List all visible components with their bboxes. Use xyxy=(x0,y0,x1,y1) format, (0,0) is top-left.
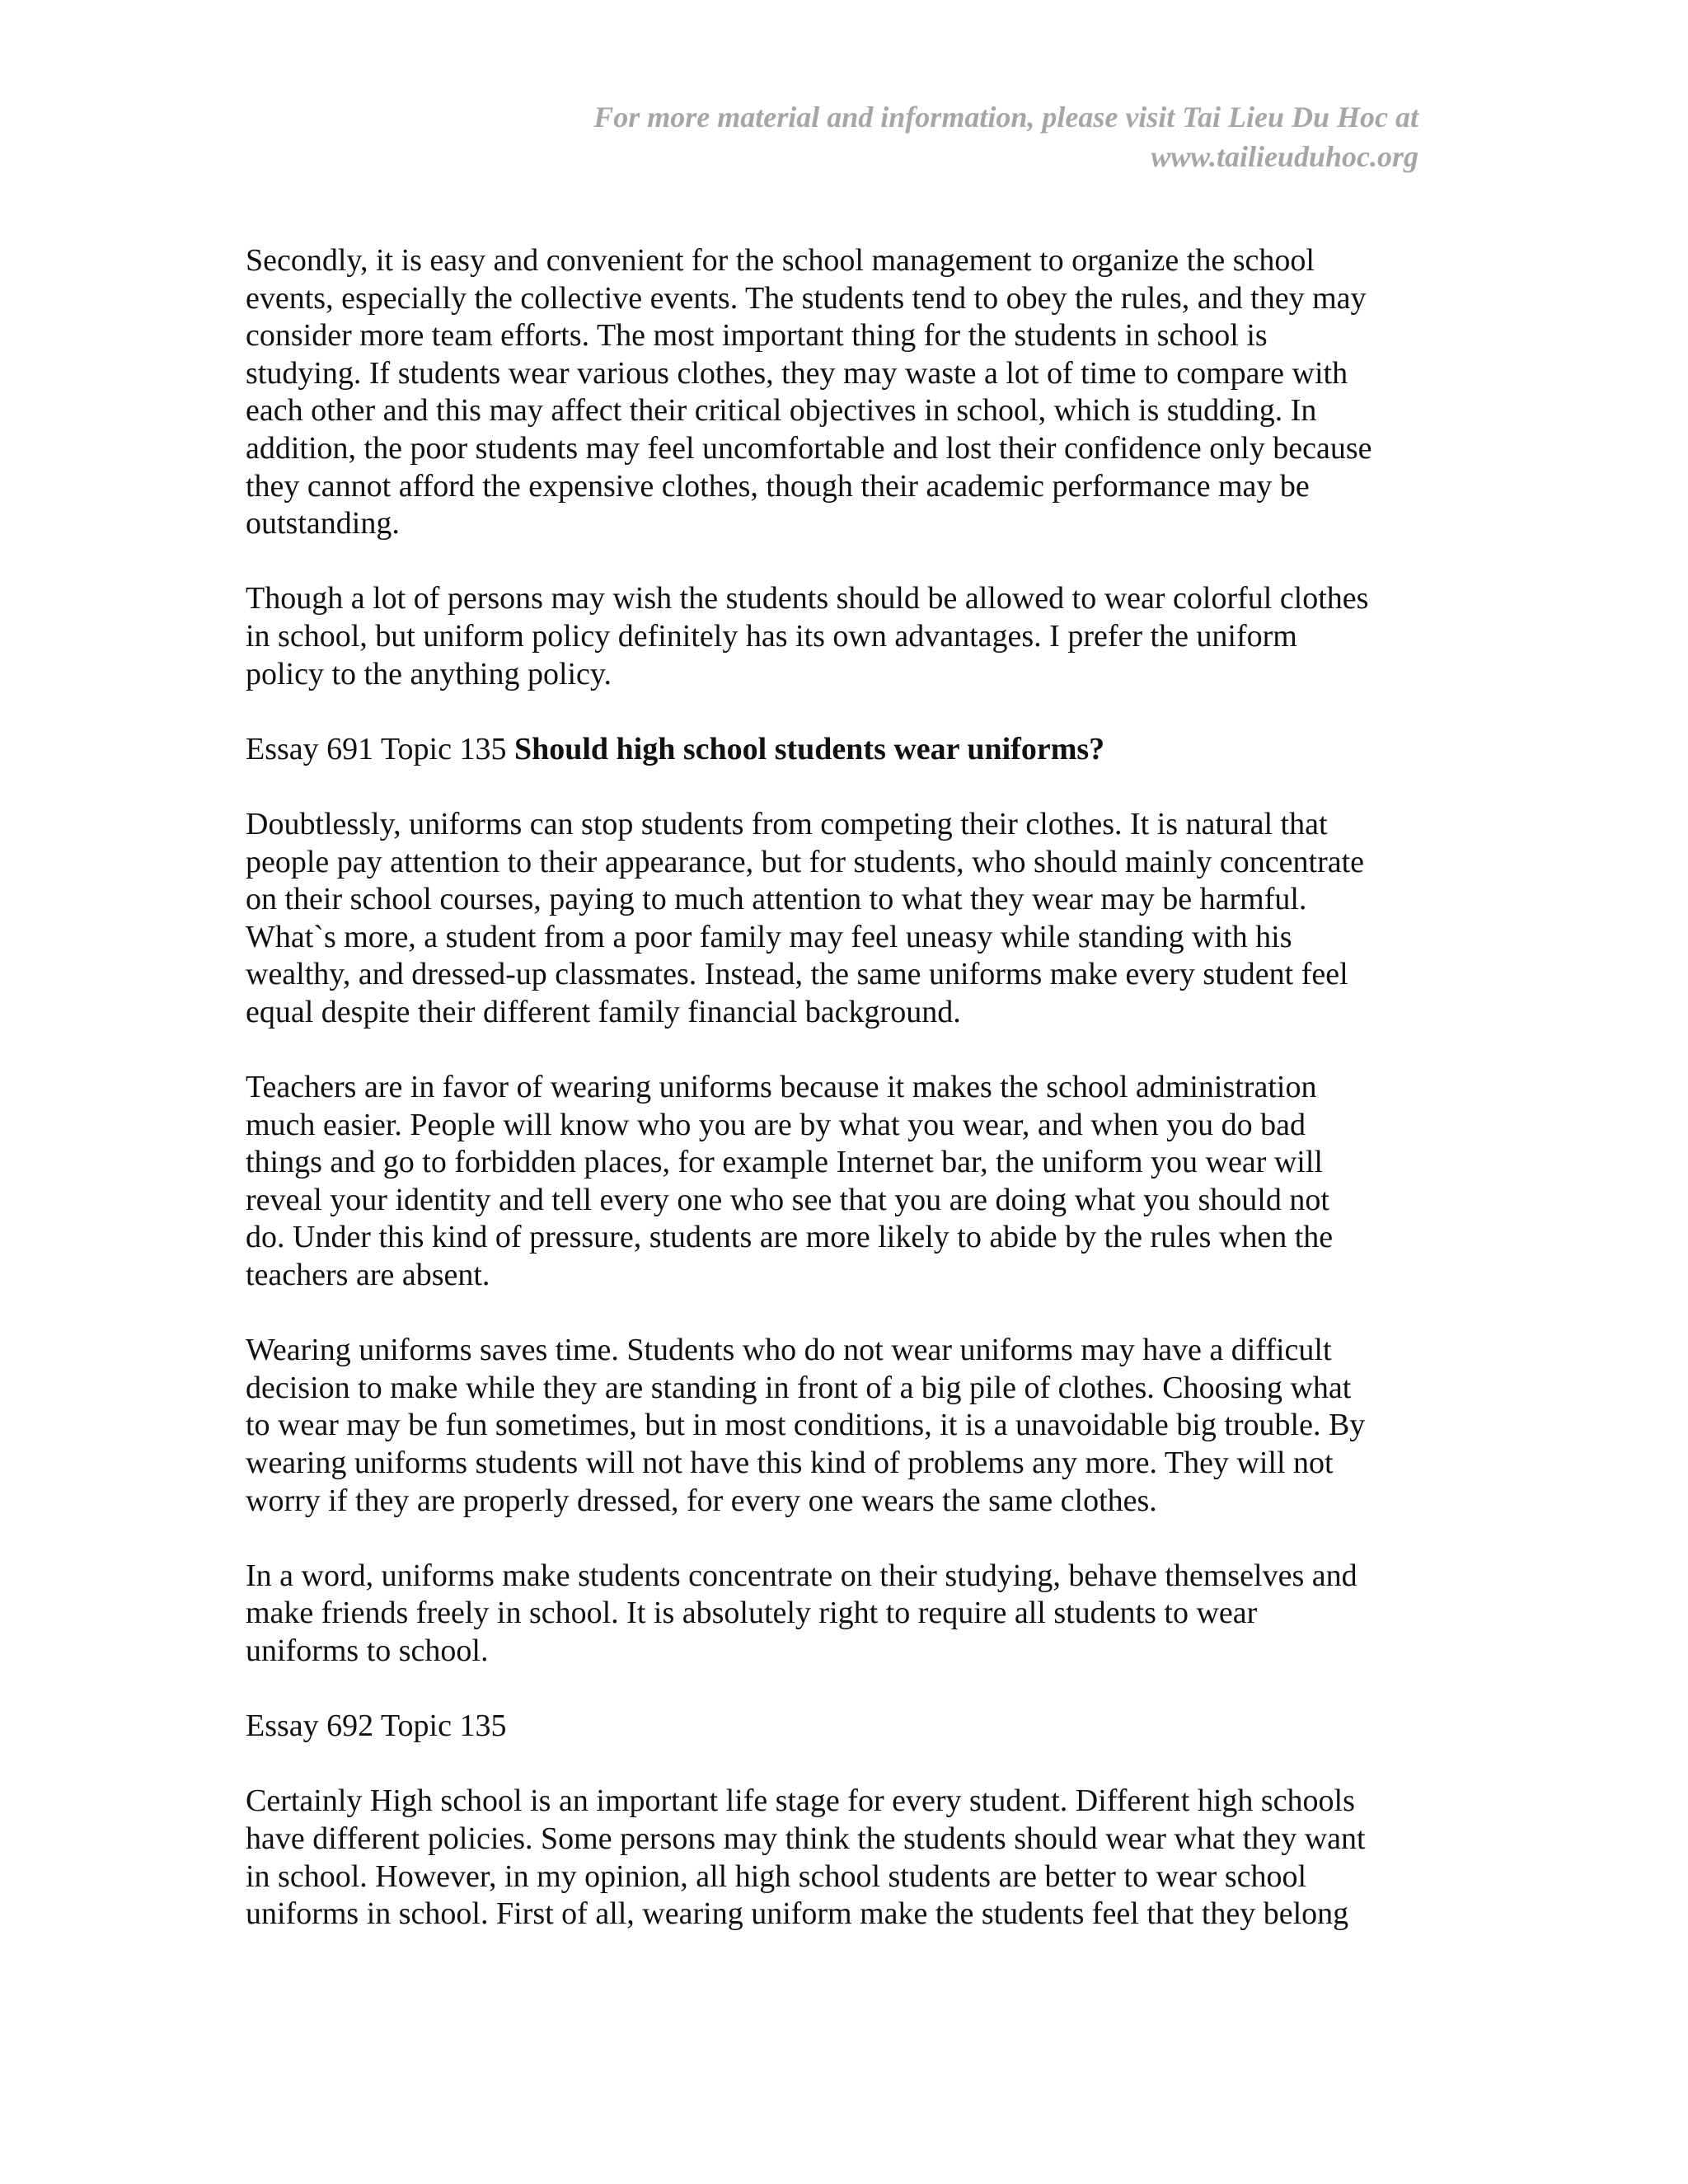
text-line: uniforms in school. First of all, wearing uniform make the students feel that they belong xyxy=(246,1896,1349,1932)
paragraph xyxy=(246,1332,1424,1520)
essay-label: Essay 692 Topic 135 xyxy=(246,1708,507,1744)
text-line: they cannot afford the expensive clothes, though their academic performance may be xyxy=(246,468,1310,504)
text-line: addition, the poor students may feel uncomfortable and lost their confidence only because xyxy=(246,430,1372,466)
paragraph xyxy=(246,1069,1424,1295)
page-header xyxy=(347,97,1418,176)
paragraph xyxy=(246,242,1424,543)
essay-title: Should high school students wear uniforms? xyxy=(513,731,1105,766)
text-line: do. Under this kind of pressure, students are more likely to abide by the rules when the xyxy=(246,1220,1334,1255)
header-line-1: For more material and information, please visit Tai Lieu Du Hoc at xyxy=(593,101,1418,134)
text-line: worry if they are properly dressed, for every one wears the same clothes. xyxy=(246,1483,1157,1518)
header-url: www.tailieuduhoc.org xyxy=(1151,140,1418,173)
text-line: each other and this may affect their critical objectives in school, which is studding. In xyxy=(246,393,1317,429)
paragraph xyxy=(246,806,1424,1032)
text-line: equal despite their different family financial background. xyxy=(246,994,961,1029)
text-line: Doubtlessly, uniforms can stop students from competing their clothes. It is natural that xyxy=(246,806,1328,841)
text-line: In a word, uniforms make students concentrate on their studying, behave themselves and xyxy=(246,1558,1357,1593)
text-line: Certainly High school is an important life stage for every student. Different high schools xyxy=(246,1783,1355,1819)
text-line: things and go to forbidden places, for example Internet bar, the uniform you wear will xyxy=(246,1145,1323,1180)
text-line: have different policies. Some persons may think the students should wear what they want xyxy=(246,1821,1366,1856)
text-line: teachers are absent. xyxy=(246,1258,490,1293)
text-line: much easier. People will know who you are by what you wear, and when you do bad xyxy=(246,1107,1306,1142)
text-line: uniforms to school. xyxy=(246,1633,489,1668)
text-line: Secondly, it is easy and convenient for the school management to organize the school xyxy=(246,243,1315,278)
essay-label: Essay 691 Topic 135 xyxy=(246,731,514,766)
text-line: make friends freely in school. It is absolutely right to require all students to wear xyxy=(246,1596,1258,1631)
text-line: Though a lot of persons may wish the students should be allowed to wear colorful clothes xyxy=(246,581,1369,616)
text-line: policy to the anything policy. xyxy=(246,656,612,691)
text-line: studying. If students wear various clothes, they may waste a lot of time to compare with xyxy=(246,355,1348,391)
text-line: Teachers are in favor of wearing uniforms because it makes the school administration xyxy=(246,1070,1317,1105)
essay-heading xyxy=(246,731,1424,769)
text-line: in school, but uniform policy definitely has its own advantages. I prefer the uniform xyxy=(246,618,1297,654)
document-body xyxy=(246,242,1424,1971)
text-line: to wear may be fun sometimes, but in most conditions, it is a unavoidable big trouble. By xyxy=(246,1408,1366,1443)
text-line: outstanding. xyxy=(246,506,400,541)
text-line: wealthy, and dressed-up classmates. Instead, the same uniforms make every student feel xyxy=(246,957,1348,992)
text-line: on their school courses, paying to much attention to what they wear may be harmful. xyxy=(246,882,1307,917)
text-line: in school. However, in my opinion, all high school students are better to wear school xyxy=(246,1858,1307,1894)
text-line: people pay attention to their appearance, but for students, who should mainly concentrate xyxy=(246,844,1365,879)
text-line: consider more team efforts. The most important thing for the students in school is xyxy=(246,318,1268,354)
essay-heading xyxy=(246,1708,1424,1746)
text-line: What`s more, a student from a poor family may feel uneasy while standing with his xyxy=(246,919,1292,954)
text-line: events, especially the collective events. The students tend to obey the rules, and they may xyxy=(246,280,1367,316)
text-line: decision to make while they are standing in front of a big pile of clothes. Choosing what xyxy=(246,1370,1352,1405)
paragraph xyxy=(246,1783,1424,1933)
paragraph xyxy=(246,1558,1424,1671)
text-line: Wearing uniforms saves time. Students who do not wear uniforms may have a difficult xyxy=(246,1333,1332,1368)
text-line: wearing uniforms students will not have this kind of problems any more. They will not xyxy=(246,1446,1334,1480)
paragraph xyxy=(246,580,1424,693)
text-line: reveal your identity and tell every one who see that you are doing what you should not xyxy=(246,1182,1329,1217)
